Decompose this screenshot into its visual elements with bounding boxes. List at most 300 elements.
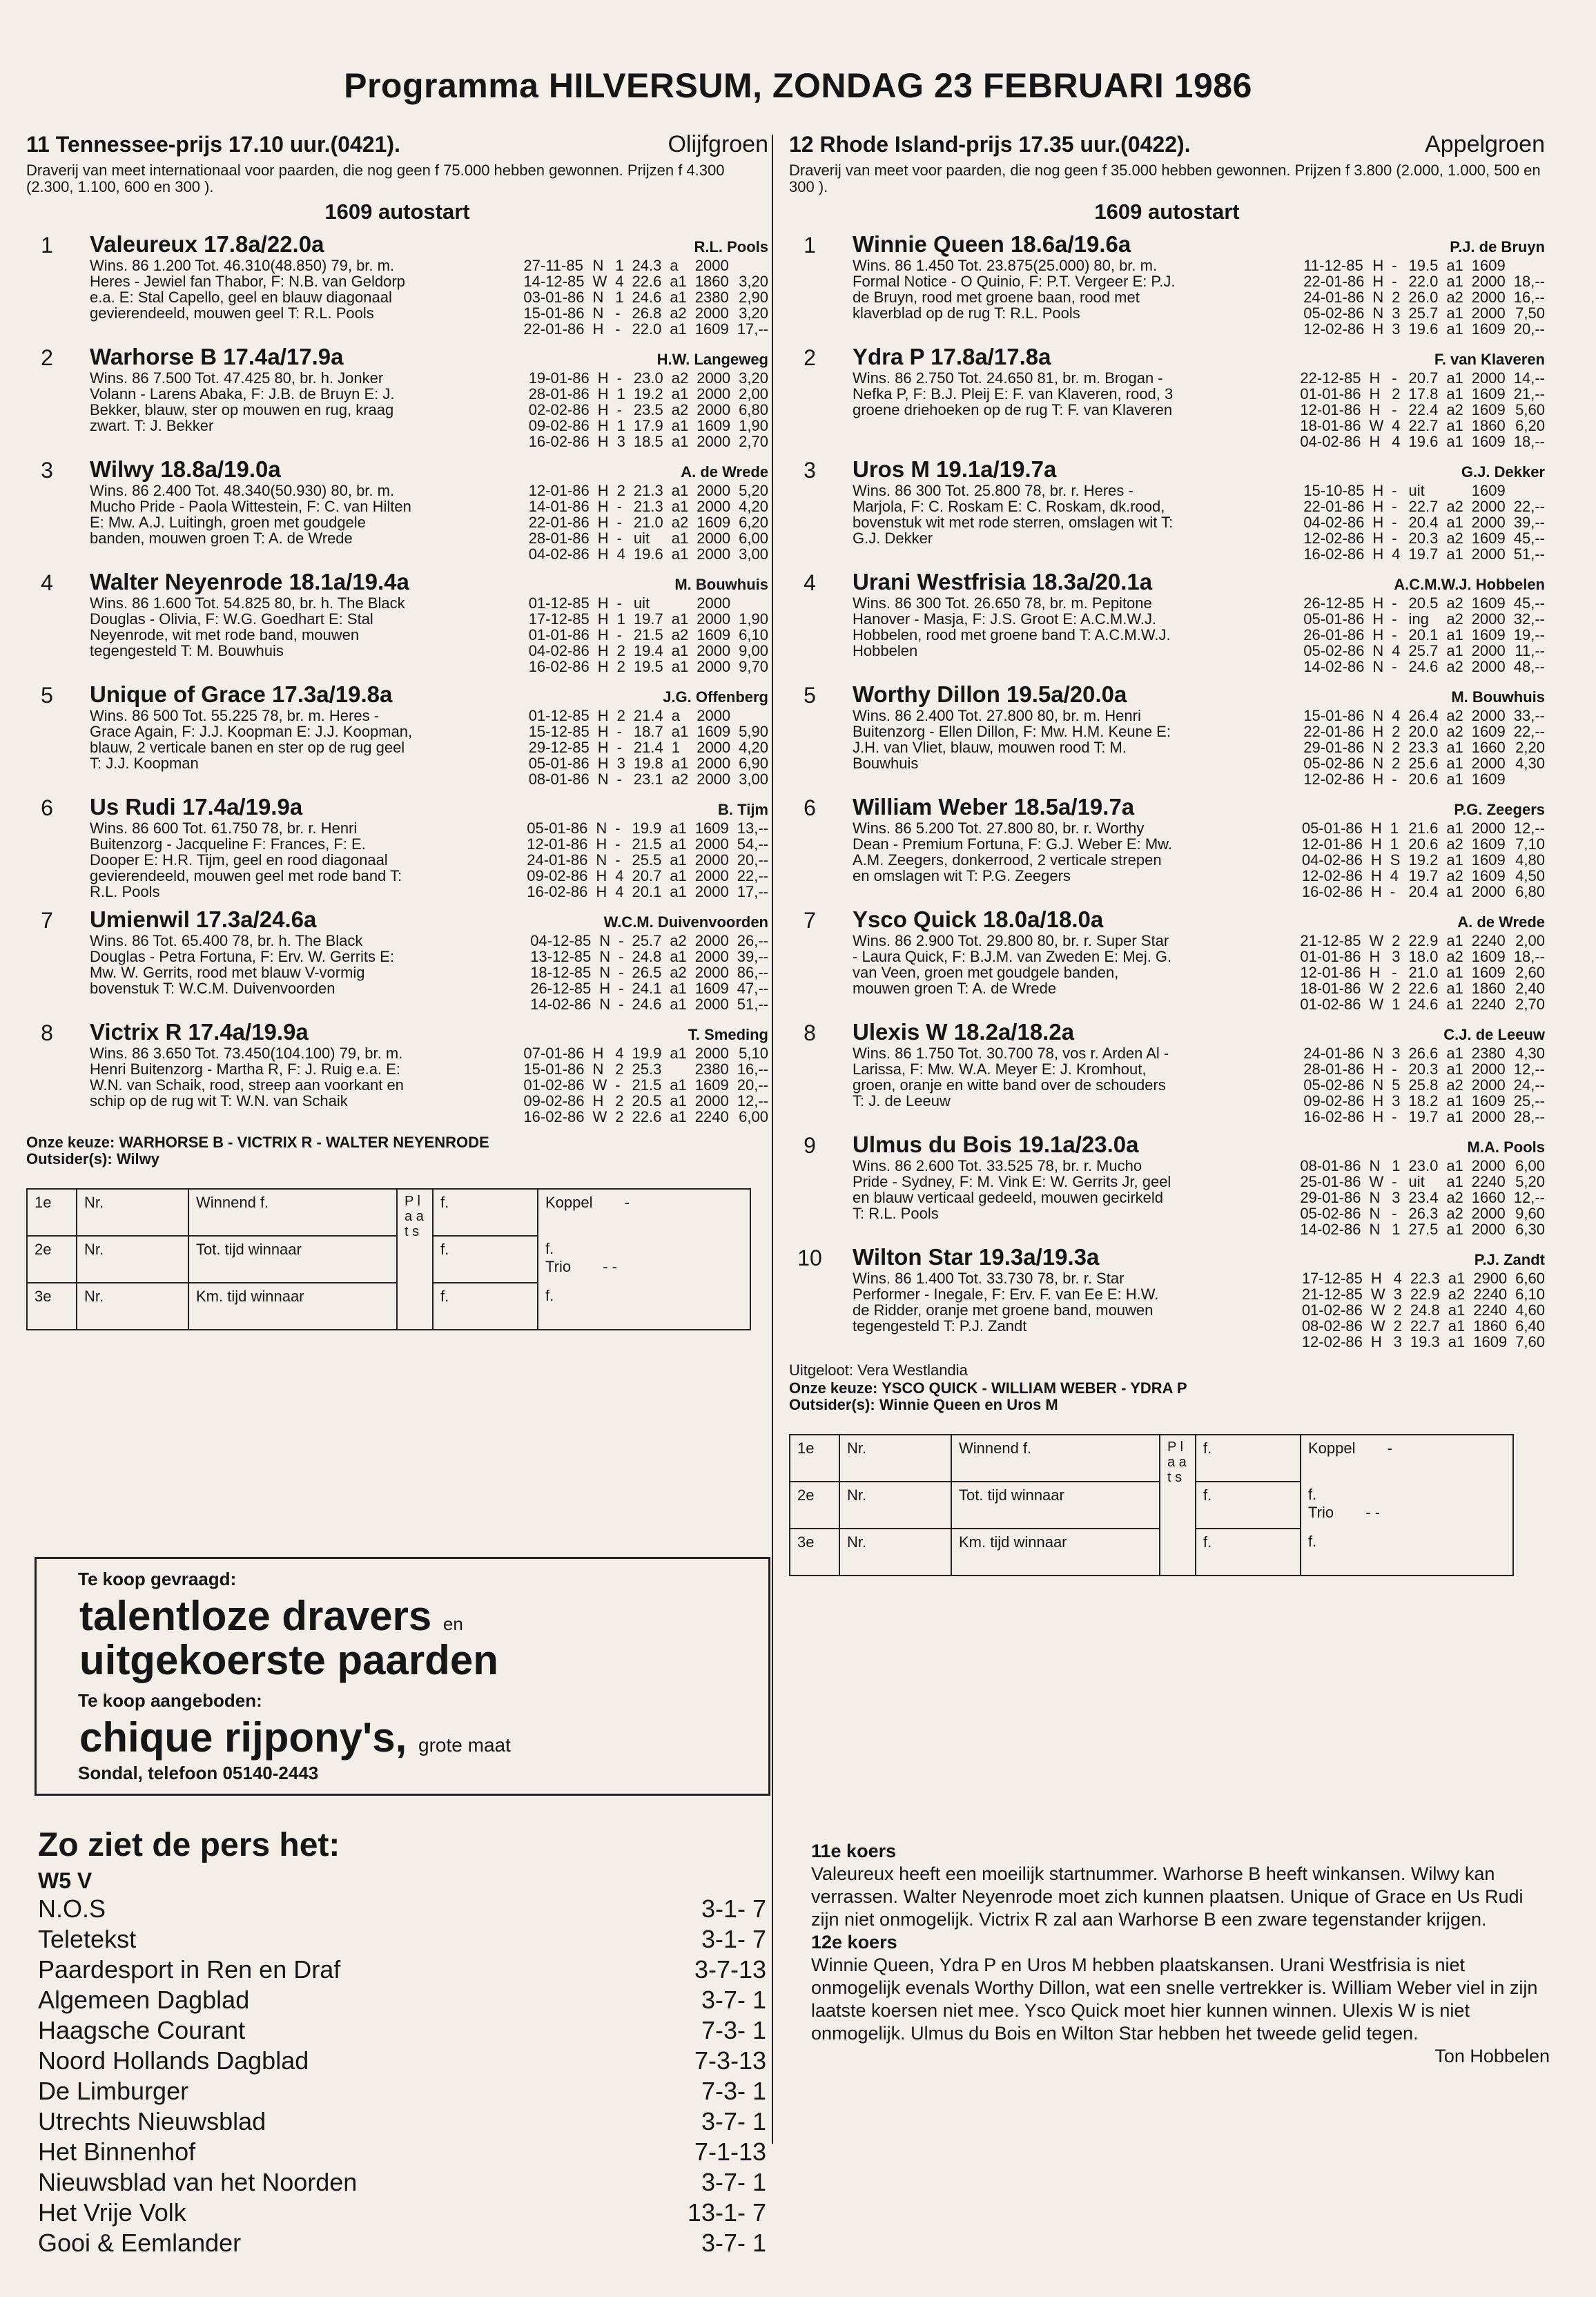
run-cell: a2 <box>670 304 687 322</box>
horse-name: William Weber 18.5a/19.7a <box>853 794 1135 820</box>
run-cell: 3 <box>1392 1045 1401 1062</box>
run-cell: 20.4 <box>1408 883 1439 900</box>
run-cell: H <box>597 723 609 740</box>
race-11-horses <box>26 231 768 1125</box>
press-name: Paardesport in Ren en Draf <box>38 1955 341 1984</box>
run-cell: a1 <box>1446 964 1463 981</box>
horse-runs <box>1295 258 1545 337</box>
run-cell: a2 <box>1446 401 1463 418</box>
run-cell: a1 <box>1448 1301 1466 1319</box>
run-row <box>1295 1061 1545 1077</box>
run-cell: 23.3 <box>1408 739 1439 756</box>
run-cell: - <box>615 851 621 869</box>
ad-line6: Sondal, telefoon 05140-2443 <box>78 1763 319 1783</box>
run-cell: a2 <box>1446 594 1463 612</box>
run-cell: - <box>1392 770 1397 788</box>
run-row <box>520 483 768 498</box>
run-cell: 17-12-85 <box>1301 1270 1363 1287</box>
run-cell: 19.5 <box>633 658 663 675</box>
run-row <box>520 546 768 562</box>
press-row <box>38 1894 773 1924</box>
run-cell: - <box>615 820 621 837</box>
run-cell: H <box>597 514 609 531</box>
run-cell: H <box>1370 1333 1382 1350</box>
run-cell: - <box>1392 1108 1397 1125</box>
horse-entry <box>789 569 1545 675</box>
run-cell: a1 <box>670 851 687 869</box>
trio-label: Trio <box>1308 1504 1334 1521</box>
run-cell: 39,-- <box>1513 514 1545 531</box>
run-cell: 12-01-86 <box>1301 835 1363 853</box>
run-row <box>1292 1205 1545 1221</box>
run-cell: 16-02-86 <box>527 883 588 900</box>
run-cell: a1 <box>1448 1317 1466 1335</box>
run-cell: 51,-- <box>1513 545 1545 563</box>
run-cell: 22-01-86 <box>1303 273 1365 290</box>
run-cell: 4 <box>1393 1270 1402 1287</box>
run-cell: 2000 <box>1471 1060 1506 1078</box>
result-nr: Nr. <box>77 1283 188 1330</box>
run-cell: 25.7 <box>1408 304 1439 322</box>
press-name: De Limburger <box>38 2077 189 2105</box>
run-row <box>1295 659 1545 675</box>
run-row <box>520 514 768 530</box>
run-cell: 24-01-86 <box>527 851 588 869</box>
run-cell: 2380 <box>694 1060 729 1078</box>
run-cell: 22-01-86 <box>523 320 585 338</box>
run-cell: 26.3 <box>1408 1205 1439 1222</box>
result-rank: 3e <box>790 1529 839 1576</box>
run-cell: a1 <box>1446 739 1463 756</box>
race-11-color: Olijfgroen <box>668 131 768 157</box>
run-cell: N <box>599 948 611 965</box>
run-cell: a2 <box>1446 658 1463 675</box>
run-row <box>522 965 768 980</box>
run-cell: 51,-- <box>737 996 768 1013</box>
press-name: Het Vrije Volk <box>38 2198 186 2227</box>
commentary <box>811 1840 1550 2068</box>
run-cell: N <box>592 289 604 306</box>
run-row <box>1295 724 1545 739</box>
result-nr: Nr. <box>839 1482 951 1529</box>
horse-trainer: A. de Wrede <box>681 463 768 481</box>
run-row <box>1295 627 1545 643</box>
run-cell: 2 <box>1392 723 1401 740</box>
run-row <box>1294 1318 1545 1334</box>
run-cell: 6,00 <box>739 530 768 547</box>
run-cell: 20,-- <box>1513 320 1545 338</box>
run-row <box>520 498 768 514</box>
run-cell: 2000 <box>1471 1221 1506 1238</box>
run-cell <box>661 1061 686 1077</box>
run-cell: N <box>596 851 607 869</box>
horse-info: Wins. 86 7.500 Tot. 47.425 80, br. h. Jonker Volann - Larens Abaka, F: J.B. de Bruyn E: J. Bekker, blauw, ster op mouwen en rug, kraag zwart. T: J. Bekker <box>90 369 395 434</box>
horse-header <box>853 794 1545 820</box>
run-cell: - <box>1392 1173 1397 1190</box>
run-row <box>520 434 768 449</box>
run-cell: 22.9 <box>1410 1286 1440 1303</box>
run-cell: 2 <box>1392 739 1401 756</box>
result-plaats: P l a a t s <box>1160 1435 1196 1576</box>
run-cell: - <box>1392 594 1397 612</box>
run-cell: N <box>592 1060 604 1078</box>
run-cell: 16-02-86 <box>1301 883 1363 900</box>
horse-entry <box>789 456 1545 562</box>
run-cell: 21-12-85 <box>1300 932 1361 949</box>
run-cell: a1 <box>1446 1060 1463 1078</box>
run-cell: H <box>597 658 609 675</box>
run-cell: 21.4 <box>633 707 663 724</box>
run-cell: 6,20 <box>1515 417 1545 434</box>
run-cell: S <box>1390 851 1401 869</box>
run-row <box>1292 933 1545 949</box>
run-cell: 14-02-86 <box>530 996 592 1013</box>
run-cell: 3 <box>1392 304 1401 322</box>
run-cell: 12-01-86 <box>527 835 588 853</box>
horse-info: Wins. 86 500 Tot. 55.225 78, br. m. Heres - Grace Again, F: J.J. Koopman E: J.J. Koopman, blauw, 2 verticale banen en ster op de rug geel T: J.J. Koopman <box>90 707 413 772</box>
run-cell: a1 <box>1446 417 1463 434</box>
run-cell: H <box>1369 948 1381 965</box>
run-cell: 4 <box>615 867 624 884</box>
run-cell: 2 <box>615 1060 624 1078</box>
run-cell: a2 <box>1448 1286 1466 1303</box>
horse-body <box>853 1158 1545 1237</box>
run-cell: 2 <box>1393 1317 1402 1335</box>
horse-trainer: R.L. Pools <box>694 238 768 255</box>
horse-entry <box>26 456 768 562</box>
horse-trainer: P.J. de Bruyn <box>1450 238 1545 255</box>
run-cell: 4 <box>615 883 624 900</box>
outsider-value: Winnie Queen en Uros M <box>879 1396 1058 1413</box>
run-cell: 25,-- <box>1513 1092 1545 1109</box>
run-cell: 20.7 <box>1408 369 1439 387</box>
run-row <box>515 273 768 289</box>
run-row <box>1292 402 1545 418</box>
run-cell: 1609 <box>1471 482 1506 499</box>
run-cell: 2000 <box>697 739 731 756</box>
run-cell: 12,-- <box>737 1092 768 1109</box>
run-cell: 1860 <box>1471 417 1506 434</box>
run-cell: 23.0 <box>1408 1157 1439 1174</box>
run-cell: 25.5 <box>632 851 662 869</box>
result-nr: Nr. <box>77 1236 188 1283</box>
run-cell: 12-01-86 <box>1300 964 1361 981</box>
run-cell: 18-01-86 <box>1300 417 1361 434</box>
run-cell: 2000 <box>697 594 731 612</box>
run-cell: 18.7 <box>633 723 663 740</box>
run-cell: 20.6 <box>1408 770 1439 788</box>
run-cell: 22-01-86 <box>1303 498 1365 515</box>
run-cell <box>730 708 768 724</box>
run-cell: H <box>599 980 611 997</box>
run-row <box>1292 980 1545 996</box>
run-cell: 19-01-86 <box>528 369 590 387</box>
run-cell: 1609 <box>1471 594 1506 612</box>
horse-name: Ysco Quick 18.0a/18.0a <box>853 907 1104 932</box>
run-cell: 12-02-86 <box>1301 1333 1363 1350</box>
koppel-dash: - <box>1387 1440 1392 1457</box>
run-cell: 13,-- <box>737 820 768 837</box>
run-cell: 4 <box>1392 545 1401 563</box>
run-cell: H <box>1372 530 1384 547</box>
run-row <box>518 868 768 884</box>
horse-header <box>90 1019 768 1045</box>
run-cell: H <box>597 433 609 450</box>
run-cell: a1 <box>1446 320 1463 338</box>
run-row <box>520 708 768 724</box>
run-cell: 6,90 <box>739 755 768 772</box>
horse-runs <box>1294 1270 1545 1350</box>
horse-trainer: P.J. Zandt <box>1474 1251 1545 1268</box>
race-11-keuze <box>26 1134 768 1167</box>
run-cell: 3 <box>616 755 625 772</box>
run-cell: H <box>1372 610 1384 628</box>
run-cell: 22.4 <box>1408 401 1439 418</box>
comment-author: Ton Hobbelen <box>1434 2046 1550 2066</box>
run-cell: 2,00 <box>1515 932 1545 949</box>
result-rank: 2e <box>27 1236 77 1283</box>
run-cell: 48,-- <box>1513 658 1545 675</box>
run-row <box>1295 305 1545 321</box>
run-cell: 09-02-86 <box>523 1092 585 1109</box>
run-cell: a1 <box>1446 980 1463 997</box>
run-cell: 2000 <box>697 707 731 724</box>
run-cell: 13-12-85 <box>530 948 592 965</box>
run-cell: 02-02-86 <box>528 401 590 418</box>
run-cell: 09-02-86 <box>527 867 588 884</box>
result-rank: 2e <box>790 1482 839 1529</box>
run-cell: 2000 <box>697 755 731 772</box>
run-cell: H <box>1372 482 1384 499</box>
race-12-horses <box>789 231 1545 1350</box>
result-row <box>790 1435 1513 1482</box>
run-cell: a1 <box>670 883 687 900</box>
run-cell: 2900 <box>1473 1270 1508 1287</box>
run-cell: H <box>1372 1092 1384 1109</box>
run-cell: 2380 <box>1471 1045 1506 1062</box>
horse-name: Urani Westfrisia 18.3a/20.1a <box>853 569 1153 594</box>
run-cell: 2000 <box>1471 610 1506 628</box>
result-km: Km. tijd winnaar <box>951 1529 1160 1576</box>
horse-body <box>853 820 1545 900</box>
run-cell: 5,10 <box>739 1045 768 1062</box>
horse-trainer: H.W. Langeweg <box>656 351 768 368</box>
result-f: f. <box>433 1283 538 1330</box>
run-cell: W <box>592 1108 607 1125</box>
horse-body <box>90 370 768 449</box>
result-f: f. <box>433 1189 538 1236</box>
run-row <box>1294 852 1545 868</box>
run-cell: 17.9 <box>633 417 663 434</box>
run-cell: 2000 <box>694 851 729 869</box>
run-cell: 25.8 <box>1408 1076 1439 1094</box>
comment-11-text: Valeureux heeft een moeilijk startnummer. Warhorse B heeft winkansen. Wilwy kan verrassen. Walter Neyenrode moet zich kunnen plaatsen. Unique of Grace en Us Rudi zijn niet onmogelijk. Victrix R zal aan Warhorse B een zware tegenstander krijgen. <box>811 1863 1524 1930</box>
run-row <box>1292 370 1545 386</box>
horse-number: 9 <box>804 1133 816 1158</box>
run-cell: 1 <box>671 739 680 756</box>
run-cell: a1 <box>1446 883 1463 900</box>
run-cell: 29-01-86 <box>1300 1189 1361 1206</box>
run-cell: 05-02-86 <box>1303 1076 1365 1094</box>
horse-runs <box>1295 483 1545 562</box>
horse-info: Wins. 86 1.750 Tot. 30.700 78, vos r. Arden Al - Larissa, F: Mw. W.A. Meyer E: J. Kromhout, groen, oranje en witte band over de schouders T: J. de Leeuw <box>853 1045 1169 1109</box>
horse-number: 4 <box>41 570 53 595</box>
run-row <box>1294 820 1545 836</box>
run-cell: N <box>1372 304 1384 322</box>
run-cell: H <box>1372 770 1384 788</box>
press-name: Teletekst <box>38 1925 137 1953</box>
run-cell: 1609 <box>694 1076 729 1094</box>
press-pick: 3-1- 7 <box>701 1925 766 1953</box>
run-cell: - <box>616 739 622 756</box>
run-cell: a2 <box>1446 867 1463 884</box>
run-cell: 2000 <box>1471 1205 1506 1222</box>
run-cell: 27.5 <box>1408 1221 1439 1238</box>
run-cell: 2000 <box>697 401 731 418</box>
run-cell: a1 <box>671 498 689 515</box>
run-cell: H <box>597 482 609 499</box>
run-cell: H <box>592 1092 604 1109</box>
run-cell: W <box>1370 1286 1385 1303</box>
run-cell: 20.0 <box>1408 723 1439 740</box>
run-cell: 6,20 <box>739 514 768 531</box>
run-cell: 26-12-85 <box>530 980 592 997</box>
horse-name: Uros M 19.1a/19.7a <box>853 456 1057 482</box>
run-cell: 1860 <box>1471 980 1506 997</box>
run-cell: 1609 <box>1471 867 1506 884</box>
run-cell: 4,60 <box>1515 1301 1545 1319</box>
press-pick: 3-1- 7 <box>701 1894 766 1923</box>
run-cell: N <box>599 964 611 981</box>
run-row <box>1295 1109 1545 1125</box>
run-cell: a1 <box>670 1108 687 1125</box>
run-cell: 5,60 <box>1515 401 1545 418</box>
run-row <box>520 724 768 739</box>
run-cell: 19.2 <box>633 385 663 403</box>
run-row <box>520 418 768 434</box>
horse-info: Wins. 86 1.450 Tot. 23.875(25.000) 80, br. m. Formal Notice - O Quinio, F: P.T. Vergeer E: P.J. de Bruyn, rood met groene baan, rood met klaverblad op de rug T: R.L. Pools <box>853 257 1176 322</box>
run-row <box>522 980 768 996</box>
run-cell: 19.7 <box>633 610 663 628</box>
run-cell: 47,-- <box>737 980 768 997</box>
run-cell: 20.1 <box>632 883 662 900</box>
run-row <box>520 771 768 787</box>
race-11-header <box>26 131 768 158</box>
run-cell: N <box>1372 658 1384 675</box>
horse-info: Wins. 86 5.200 Tot. 27.800 80, br. r. Worthy Dean - Premium Fortuna, F: G.J. Weber E: Mw. A.M. Zeegers, donkerrood, 2 verticale strepen en omslagen wit T: P.G. Zeegers <box>853 820 1172 884</box>
horse-number: 3 <box>41 458 53 483</box>
result-f: f. <box>1308 1486 1317 1503</box>
run-cell: a1 <box>1446 996 1463 1013</box>
run-cell: 26.0 <box>1408 289 1439 306</box>
horse-number: 6 <box>804 795 816 820</box>
run-row <box>1294 1270 1545 1286</box>
trio-dashes: - - <box>603 1258 617 1275</box>
run-cell: 18,-- <box>1513 433 1545 450</box>
run-cell: 04-02-86 <box>528 545 590 563</box>
ad-line4: Te koop aangeboden: <box>78 1690 262 1711</box>
run-row <box>515 321 768 337</box>
press-name: Noord Hollands Dagblad <box>38 2046 309 2075</box>
run-cell: 22.0 <box>632 320 662 338</box>
race-11-result-box <box>26 1188 751 1330</box>
run-cell: 20.4 <box>1408 514 1439 531</box>
run-cell: H <box>1372 626 1384 643</box>
run-cell: 1 <box>615 289 624 306</box>
page-title: Programma HILVERSUM, ZONDAG 23 FEBRUARI 1986 <box>344 66 1252 105</box>
horse-name: Winnie Queen 18.6a/19.6a <box>853 231 1131 257</box>
run-cell: 45,-- <box>1513 530 1545 547</box>
run-cell: 26.5 <box>632 964 662 981</box>
run-cell: N <box>1372 707 1384 724</box>
run-cell: - <box>1392 498 1397 515</box>
run-cell: a2 <box>1446 948 1463 965</box>
horse-body <box>90 933 768 1012</box>
run-cell: 6,80 <box>1515 883 1545 900</box>
race-12-header <box>789 131 1545 158</box>
press-name: Het Binnenhof <box>38 2138 196 2166</box>
run-cell: 2000 <box>1471 642 1506 659</box>
run-cell: 1660 <box>1471 739 1506 756</box>
result-f: f. <box>1196 1529 1301 1576</box>
run-cell: 1 <box>1392 1157 1401 1174</box>
run-cell: 6,00 <box>1515 1157 1545 1174</box>
run-row <box>1292 965 1545 980</box>
run-cell: 4 <box>1392 433 1401 450</box>
run-cell: 08-01-86 <box>528 770 590 788</box>
horse-body <box>853 483 1545 562</box>
horse-info: Wins. 86 600 Tot. 61.750 78, br. r. Henri Buitenzorg - Jacqueline F: Frances, F: E. Dooper E: H.R. Tijm, geel en rood diagonaal gevierendeeld, mouwen geel met rode band T: R.L. Pools <box>90 820 402 900</box>
run-cell: H <box>1372 320 1384 338</box>
run-cell: 2000 <box>697 610 731 628</box>
run-cell: 01-12-85 <box>528 707 590 724</box>
run-cell: 22.7 <box>1408 417 1439 434</box>
run-cell: 16-02-86 <box>528 433 590 450</box>
run-cell: 20.6 <box>1408 835 1439 853</box>
run-cell: - <box>619 932 624 949</box>
press-name: N.O.S <box>38 1894 106 1923</box>
run-cell: 3,20 <box>739 273 768 290</box>
run-cell: a2 <box>670 932 687 949</box>
race-12-description: Draverij van meet voor paarden, die nog geen f 35.000 hebben gewonnen. Prijzen f 3.800 (2.000, 1.000, 500 en 300 ). <box>789 162 1541 195</box>
horse-header <box>90 456 768 483</box>
horse-body <box>853 370 1545 449</box>
run-cell: 2000 <box>1471 514 1506 531</box>
run-cell: 17-12-85 <box>528 610 590 628</box>
run-cell: 1609 <box>1471 835 1506 853</box>
run-cell: a <box>670 257 679 274</box>
horse-name: Ulmus du Bois 19.1a/23.0a <box>853 1132 1139 1157</box>
horse-info: Wins. 86 1.400 Tot. 33.730 78, br. r. Star Performer - Inegale, F: Erv. F. van Ee E: H.W. de Ridder, oranje met groene band, mouwen tegengesteld T: P.J. Zandt <box>853 1270 1159 1335</box>
run-cell: 1609 <box>697 514 731 531</box>
run-cell: 2000 <box>694 948 729 965</box>
run-cell: a1 <box>670 820 687 837</box>
horse-runs <box>1292 933 1545 1012</box>
run-cell: 4 <box>1392 417 1401 434</box>
press-pick: 3-7- 1 <box>701 1986 766 2014</box>
result-row <box>790 1482 1513 1529</box>
run-cell: a1 <box>670 996 687 1013</box>
horse-header <box>853 1244 1545 1270</box>
run-cell: 24.6 <box>632 996 662 1013</box>
run-cell: 33,-- <box>1513 707 1545 724</box>
run-cell: 32,-- <box>1513 610 1545 628</box>
run-cell: 4 <box>615 273 624 290</box>
run-row <box>515 289 768 305</box>
run-cell: - <box>1392 514 1397 531</box>
horse-header <box>853 1019 1545 1045</box>
horse-trainer: G.J. Dekker <box>1461 463 1545 481</box>
